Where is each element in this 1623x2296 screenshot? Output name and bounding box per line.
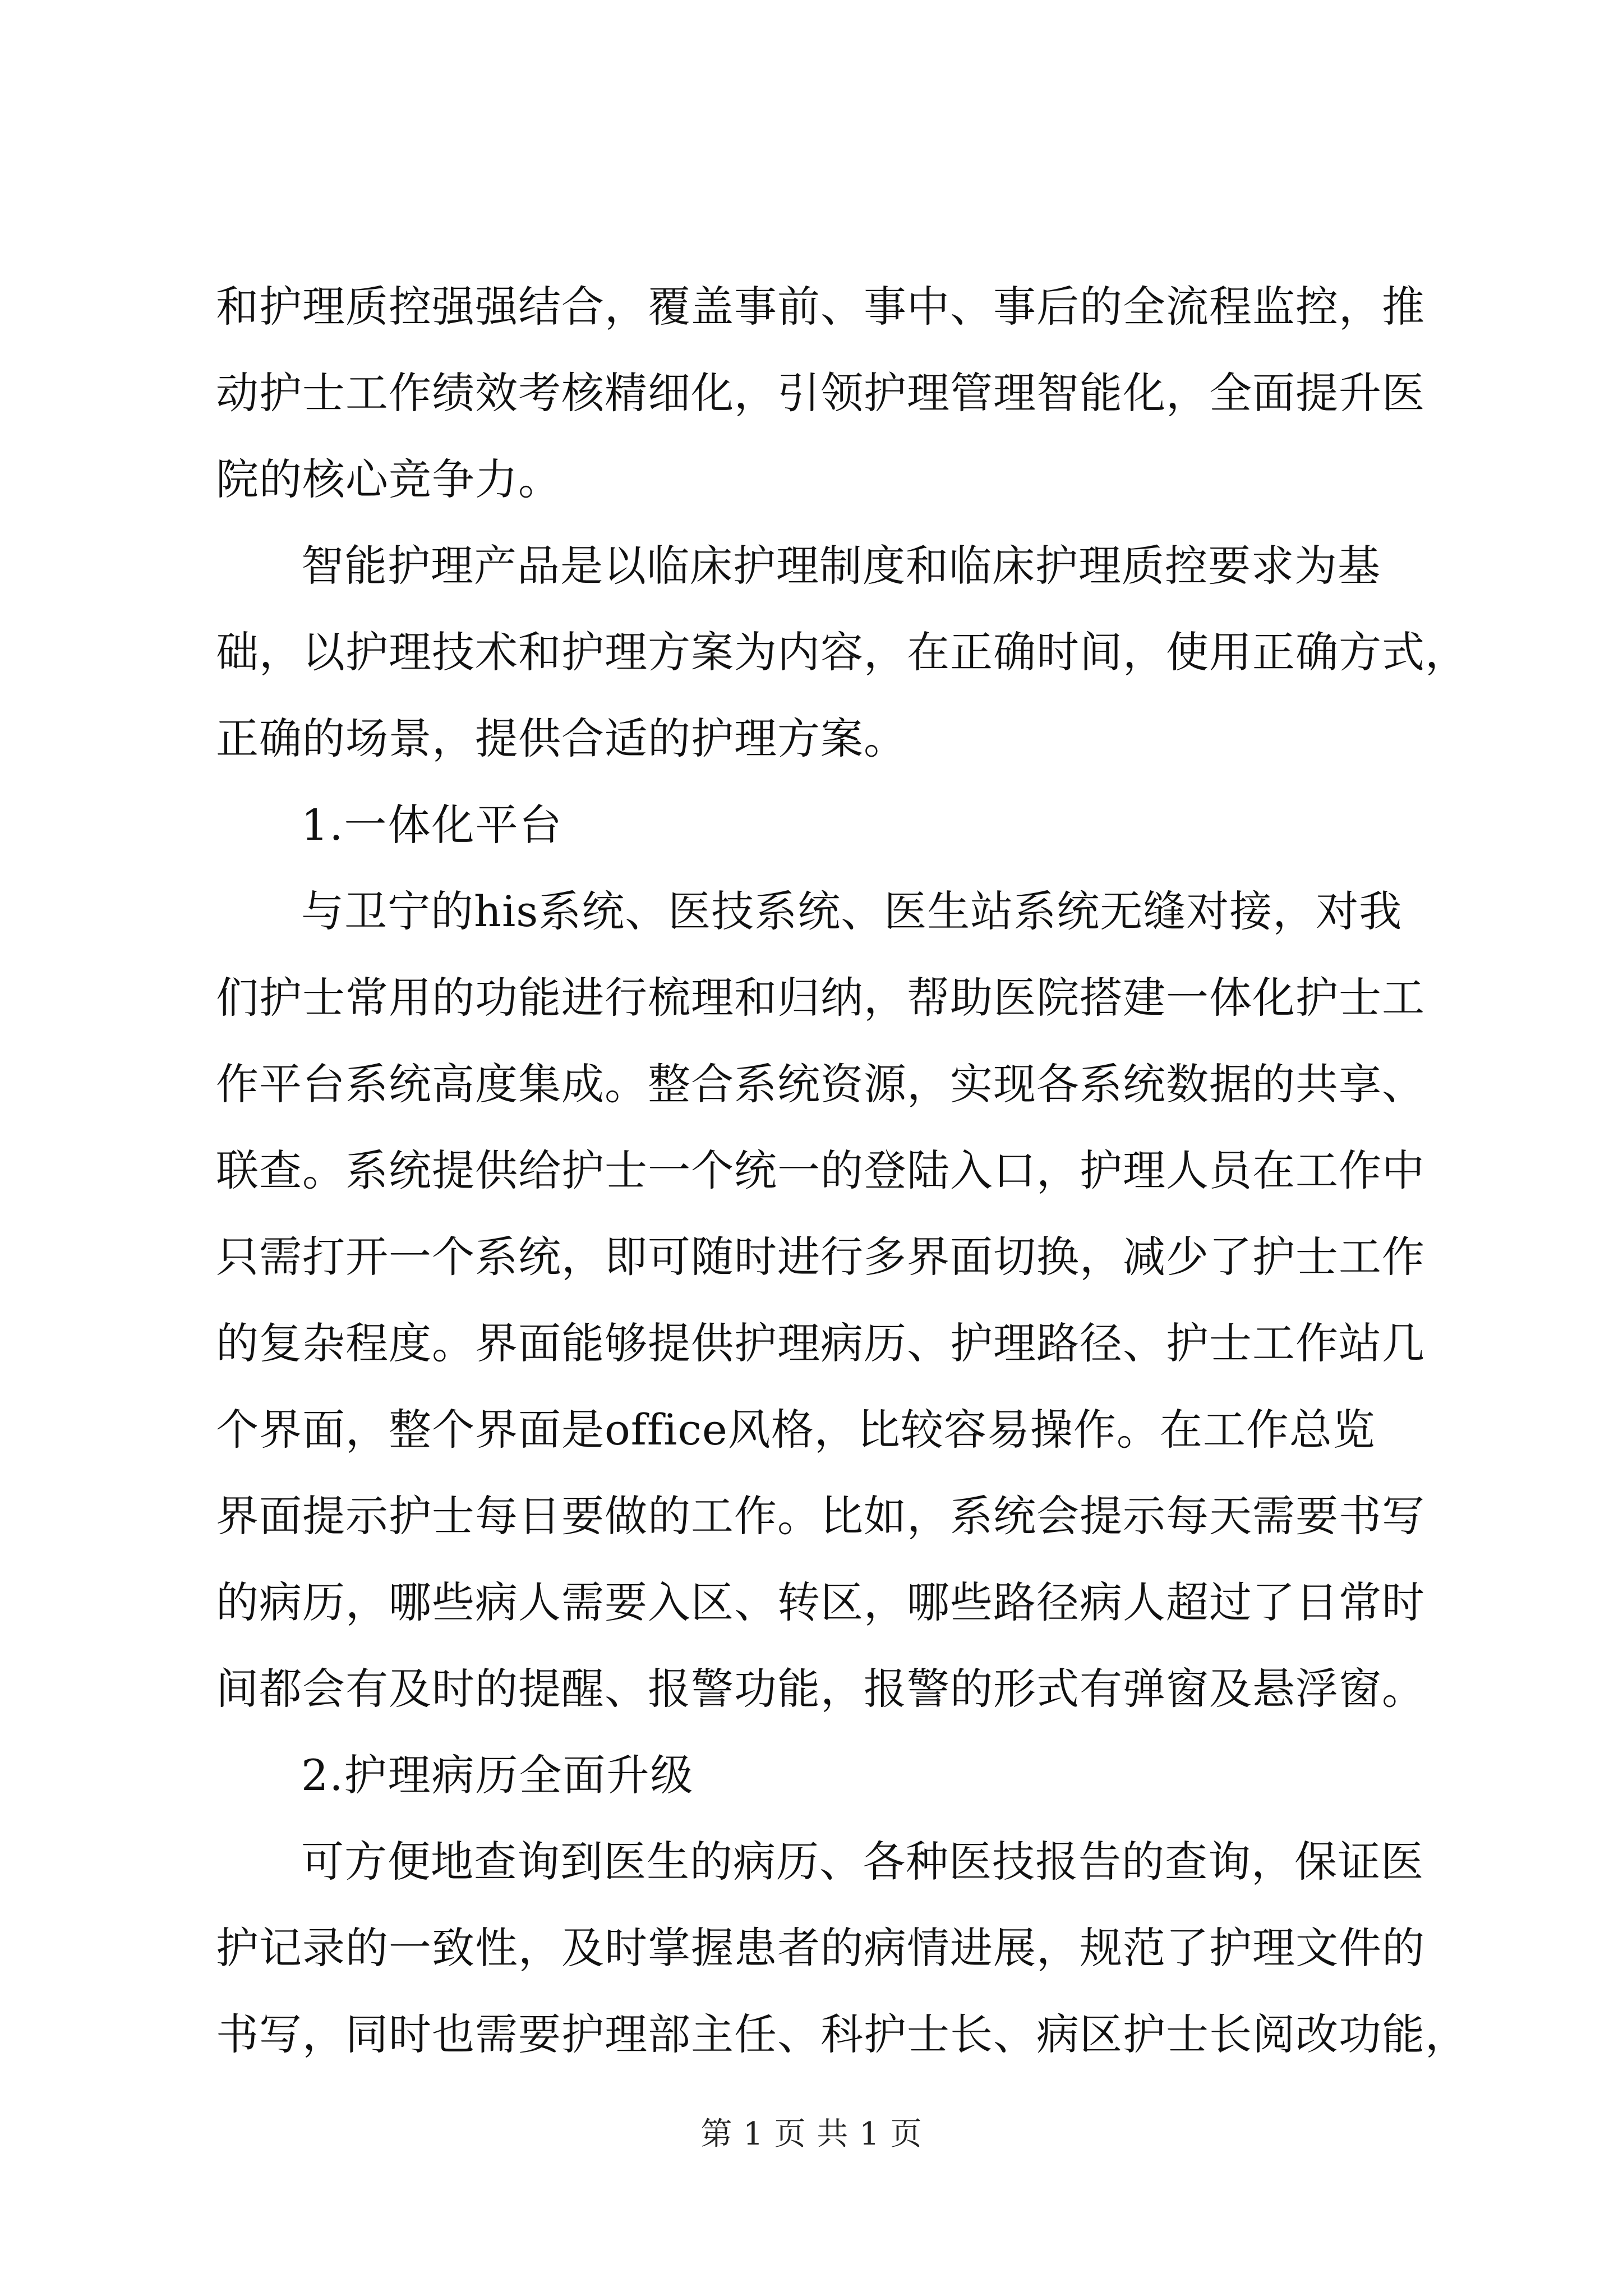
text-line: 联查。系统提供给护士一个统一的登陆入口，护理人员在工作中 — [216, 1145, 1425, 1195]
text-line: 的复杂程度。界面能够提供护理病历、护理路径、护士工作站几 — [216, 1318, 1425, 1368]
paragraph-first-line: 智能护理产品是以临床护理制度和临床护理质控要求为基 — [301, 541, 1381, 591]
text-line: 个界面，整个界面是office风格，比较容易操作。在工作总览 — [216, 1405, 1376, 1455]
text-line: 书写，同时也需要护理部主任、科护士长、病区护士长阅改功能， — [216, 2009, 1468, 2059]
text-line: 间都会有及时的提醒、报警功能，报警的形式有弹窗及悬浮窗。 — [216, 1664, 1425, 1714]
text-line: 动护士工作绩效考核精细化，引领护理管理智能化，全面提升医 — [216, 368, 1425, 418]
text-line: 们护士常用的功能进行梳理和归纳，帮助医院搭建一体化护士工 — [216, 973, 1425, 1023]
paragraph-first-line: 可方便地查询到医生的病历、各种医技报告的查询，保证医 — [301, 1837, 1424, 1887]
text-line: 只需打开一个系统，即可随时进行多界面切换，减少了护士工作 — [216, 1232, 1425, 1282]
document-body — [216, 264, 1468, 2078]
text-line: 础，以护理技术和护理方案为内容，在正确时间，使用正确方式， — [216, 627, 1468, 677]
text-line: 和护理质控强强结合，覆盖事前、事中、事后的全流程监控，推 — [216, 282, 1425, 332]
paragraph-first-line: 与卫宁的his系统、医技系统、医生站系统无缝对接，对我 — [301, 886, 1403, 936]
text-line: 界面提示护士每日要做的工作。比如，系统会提示每天需要书写 — [216, 1491, 1425, 1541]
text-line: 正确的场景，提供合适的护理方案。 — [216, 714, 907, 763]
text-line: 护记录的一致性，及时掌握患者的病情进展，规范了护理文件的 — [216, 1923, 1425, 1973]
section-heading-integrated-platform: 1.一体化平台 — [301, 800, 563, 850]
text-line: 作平台系统高度集成。整合系统资源，实现各系统数据的共享、 — [216, 1059, 1425, 1109]
text-line: 院的核心竞争力。 — [216, 454, 561, 504]
section-heading-nursing-records: 2.护理病历全面升级 — [301, 1750, 694, 1800]
page-footer: 第 1 页 共 1 页 — [700, 2116, 923, 2152]
text-line: 的病历，哪些病人需要入区、转区，哪些路径病人超过了日常时 — [216, 1577, 1425, 1627]
